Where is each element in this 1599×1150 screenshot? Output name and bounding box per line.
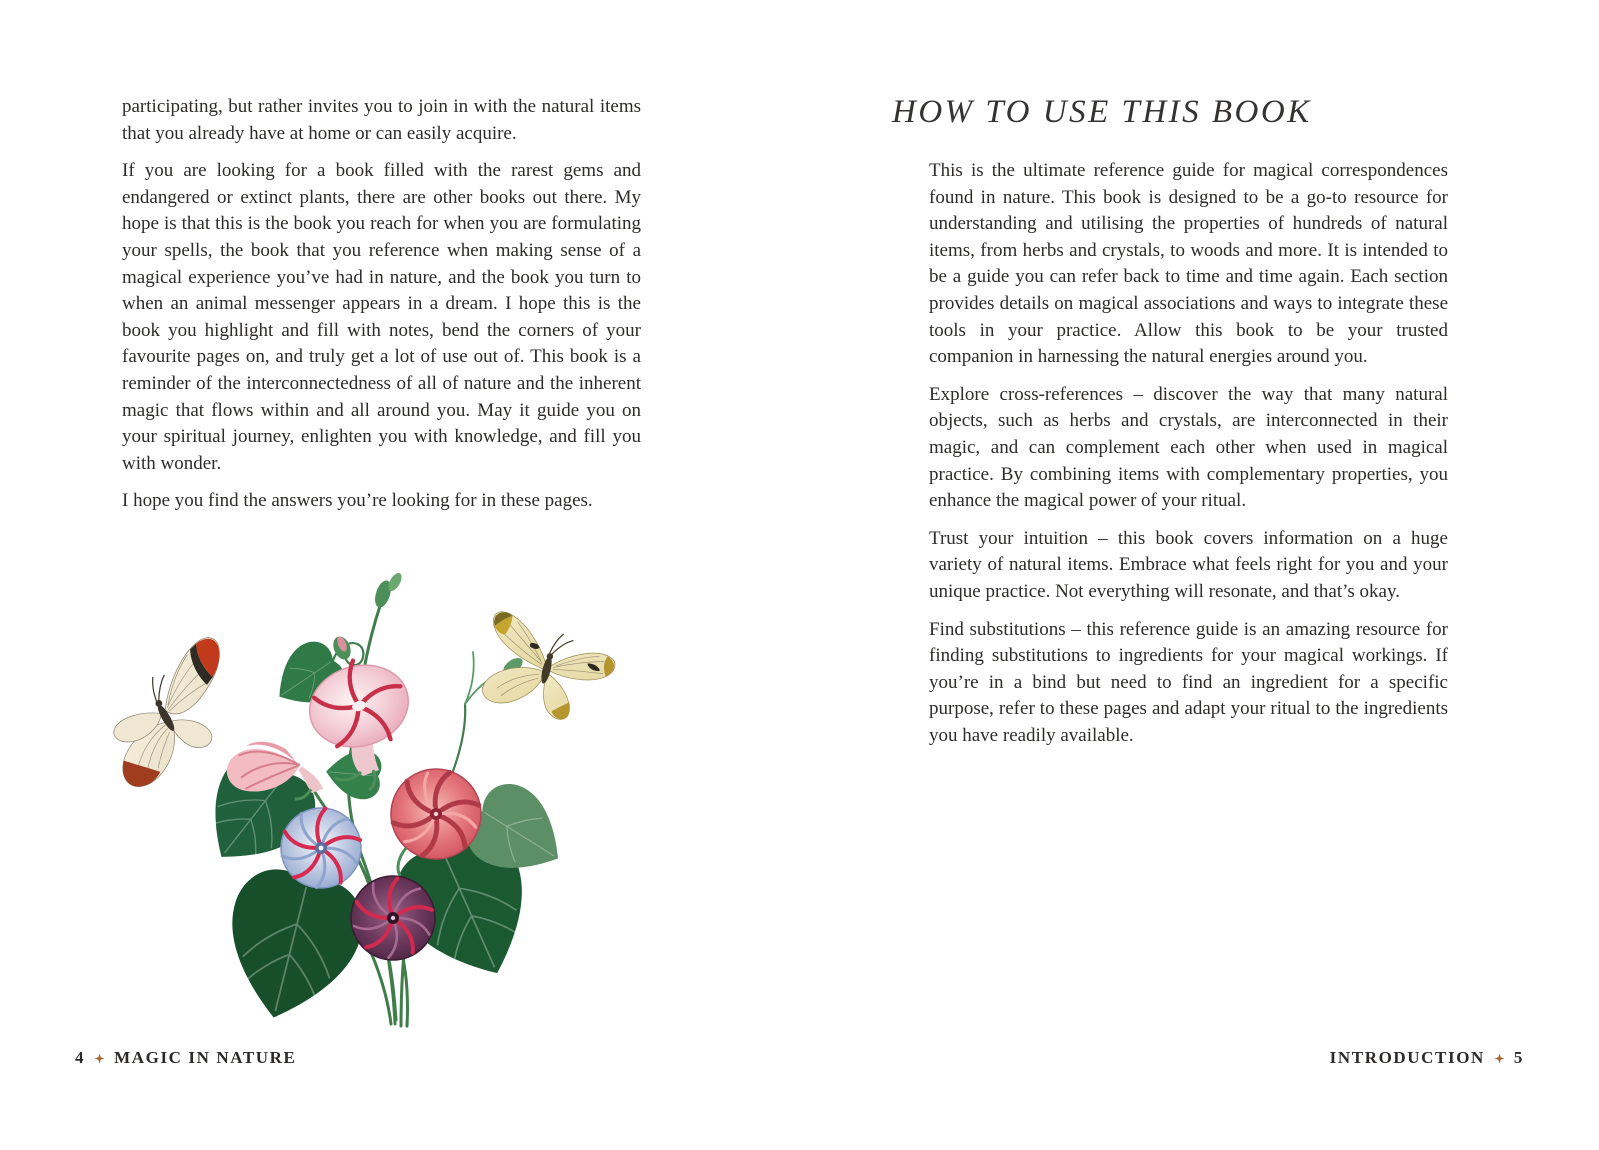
book-title: MAGIC IN NATURE (114, 1048, 297, 1067)
section-title: INTRODUCTION (1329, 1048, 1485, 1067)
right-page-number: 5 (1513, 1048, 1524, 1067)
left-page-number: 4 (75, 1048, 86, 1067)
paragraph: I hope you find the answers you’re looking for in these pages. (122, 490, 593, 512)
paragraph: Trust your intuition – this book covers information on a huge variety of natural items. Embrace what feels right for you and your unique practice. Not everything will resonate, and that’s okay. (929, 527, 1448, 602)
chapter-heading: HOW TO USE THIS BOOK (892, 94, 1312, 130)
paragraph: Find substitutions – this reference guide is an amazing resource for finding substitutions to ingredients for your magical workings. If you’re in a bind but need to find an ingredient for a specific purpose, refer to these pages and adapt your ritual to the ingredients you have readily available. (929, 618, 1448, 746)
paragraph: Explore cross-references – discover the way that many natural objects, such as herbs and crystals, are interconnected in their magic, and can complement each other when used in magical practice. By combining items with complementary properties, you enhance the magical power of your ritual. (929, 383, 1448, 512)
left-footer (75, 1048, 296, 1068)
flower-blue (281, 808, 361, 889)
paragraph: This is the ultimate reference guide for magical correspondences found in nature. This book is designed to be a go-to resource for understanding and utilising the properties of hundreds of natural items, from herbs and crystals, to woods and more. It is intended to be a guide you can refer back to time and time again. Each section provides details on magical associations and ways to integrate these tools in your practice. Allow this book to be your trusted companion in harnessing the natural energies around you. (929, 160, 1448, 368)
right-footer (1330, 1048, 1524, 1068)
butterfly-pale-yellow (474, 610, 621, 729)
cross-ornament-icon (94, 1053, 105, 1064)
paragraph: If you are looking for a book filled with the rarest gems and endangered or extinct plants, there are other books out there. My hope is that this is the book you reach for when you are formulating your spells, the book that you reference when making sense of a magical experience you’ve had in nature, and the book you turn to when an animal messenger appears in a dream. I hope this is the book you highlight and fill with notes, bend the corners of your favourite pages on, and truly get a lot of use out of. This book is a reminder of the interconnectedness of all of nature and the inherent magic that flows within and all around you. May it guide you on your spiritual journey, enlighten you with knowledge, and fill you with wonder. (122, 160, 641, 474)
left-page-text (122, 94, 641, 526)
right-page-text (929, 158, 1448, 760)
bouquet-illustration (95, 556, 675, 1034)
cross-ornament-icon (1494, 1053, 1505, 1064)
flower-purple (351, 876, 435, 960)
paragraph: participating, but rather invites you to join in with the natural items that you already have at home or can easily acquire. (122, 96, 641, 144)
